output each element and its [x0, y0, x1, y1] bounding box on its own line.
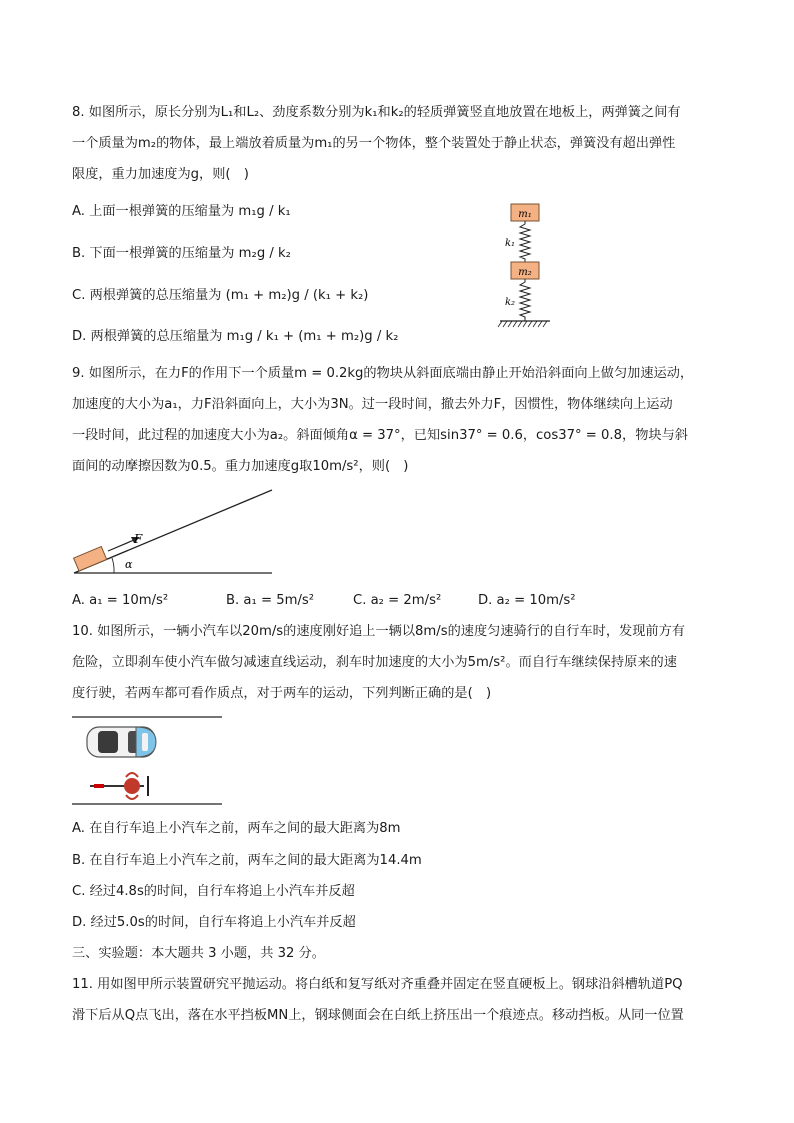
- q9-option-b: B. a₁ = 5m/s²: [226, 593, 315, 608]
- q9-option-d: D. a₂ = 10m/s²: [478, 593, 576, 608]
- q9-stem-line-1: 9. 如图所示，在力F的作用下一个质量m = 0.2kg的物块从斜面底端由静止开始沿斜面向上做匀加速运动，: [72, 366, 694, 381]
- spring-k2-label: k₂: [504, 297, 516, 308]
- car-icon: [87, 727, 156, 757]
- q9-stem-line-3: 一段时间，此过程的加速度大小为a₂。斜面倾角α = 37°，已知sin37° = 0.6，cos37° = 0.8，物块与斜: [72, 428, 688, 443]
- spring-k1: [520, 221, 530, 262]
- q8-option-b: B. 下面一根弹簧的压缩量为 m₂g / k₂: [72, 246, 291, 261]
- angle-label: α: [125, 558, 133, 571]
- mass-m1-label: m₁: [518, 209, 532, 220]
- q8-spring-mass-figure: [494, 198, 556, 330]
- q8-option-d: D. 两根弹簧的总压缩量为 m₁g / k₁ + (m₁ + m₂)g / k₂: [72, 329, 399, 344]
- bicycle-icon: [90, 773, 148, 799]
- q8-option-a: A. 上面一根弹簧的压缩量为 m₁g / k₁: [72, 204, 291, 219]
- q9-stem-line-4: 面间的动摩擦因数为0.5。重力加速度g取10m/s²，则( ): [72, 459, 409, 474]
- q9-incline-figure: [70, 486, 276, 578]
- spring-k2: [520, 279, 530, 321]
- q10-option-c: C. 经过4.8s的时间，自行车将追上小汽车并反超: [72, 884, 355, 899]
- angle-arc: [112, 558, 114, 573]
- q10-option-a: A. 在自行车追上小汽车之前，两车之间的最大距离为8m: [72, 821, 401, 836]
- block: [74, 547, 107, 571]
- q10-road-figure: [72, 713, 224, 807]
- q11-stem-line-2: 滑下后从Q点飞出，落在水平挡板MN上，钢球侧面会在白纸上挤压出一个痕迹点。移动挡板。从同一位置: [72, 1008, 684, 1023]
- q10-stem-line-1: 10. 如图所示，一辆小汽车以20m/s的速度刚好追上一辆以8m/s的速度匀速骑行的自行车时，发现前方有: [72, 624, 685, 639]
- q11-stem-line-1: 11. 用如图甲所示装置研究平抛运动。将白纸和复写纸对齐重叠并固定在竖直硬板上。钢球沿斜槽轨道PQ: [72, 977, 683, 992]
- floor-hatching: [498, 321, 547, 327]
- q8-stem-line-3: 限度，重力加速度为g，则( ): [72, 167, 249, 182]
- mass-m2-label: m₂: [518, 267, 532, 278]
- spring-k1-label: k₁: [504, 238, 516, 249]
- q9-option-c: C. a₂ = 2m/s²: [353, 593, 442, 608]
- q8-stem-line-1: 8. 如图所示，原长分别为L₁和L₂、劲度系数分别为k₁和k₂的轻质弹簧竖直地放置在地板上，两弹簧之间有: [72, 105, 681, 120]
- q9-option-a: A. a₁ = 10m/s²: [72, 593, 169, 608]
- q10-option-b: B. 在自行车追上小汽车之前，两车之间的最大距离为14.4m: [72, 853, 422, 868]
- q8-stem-line-2: 一个质量为m₂的物体，最上端放着质量为m₁的另一个物体，整个装置处于静止状态，弹簧没有超出弹性: [72, 136, 676, 151]
- q9-stem-line-2: 加速度的大小为a₁，力F沿斜面向上，大小为3N。过一段时间，撤去外力F，因惯性，物体继续向上运动: [72, 397, 673, 412]
- force-label: F: [134, 532, 143, 546]
- q10-stem-line-3: 度行驶，若两车都可看作质点，对于两车的运动，下列判断正确的是( ): [72, 686, 492, 701]
- q10-option-d: D. 经过5.0s的时间，自行车将追上小汽车并反超: [72, 915, 356, 930]
- q10-stem-line-2: 危险，立即刹车使小汽车做匀减速直线运动，刹车时加速度的大小为5m/s²。而自行车继续保持原来的速: [72, 655, 677, 670]
- q8-option-c: C. 两根弹簧的总压缩量为 (m₁ + m₂)g / (k₁ + k₂): [72, 288, 369, 303]
- section-3-heading: 三、实验题：本大题共 3 小题，共 32 分。: [72, 946, 325, 961]
